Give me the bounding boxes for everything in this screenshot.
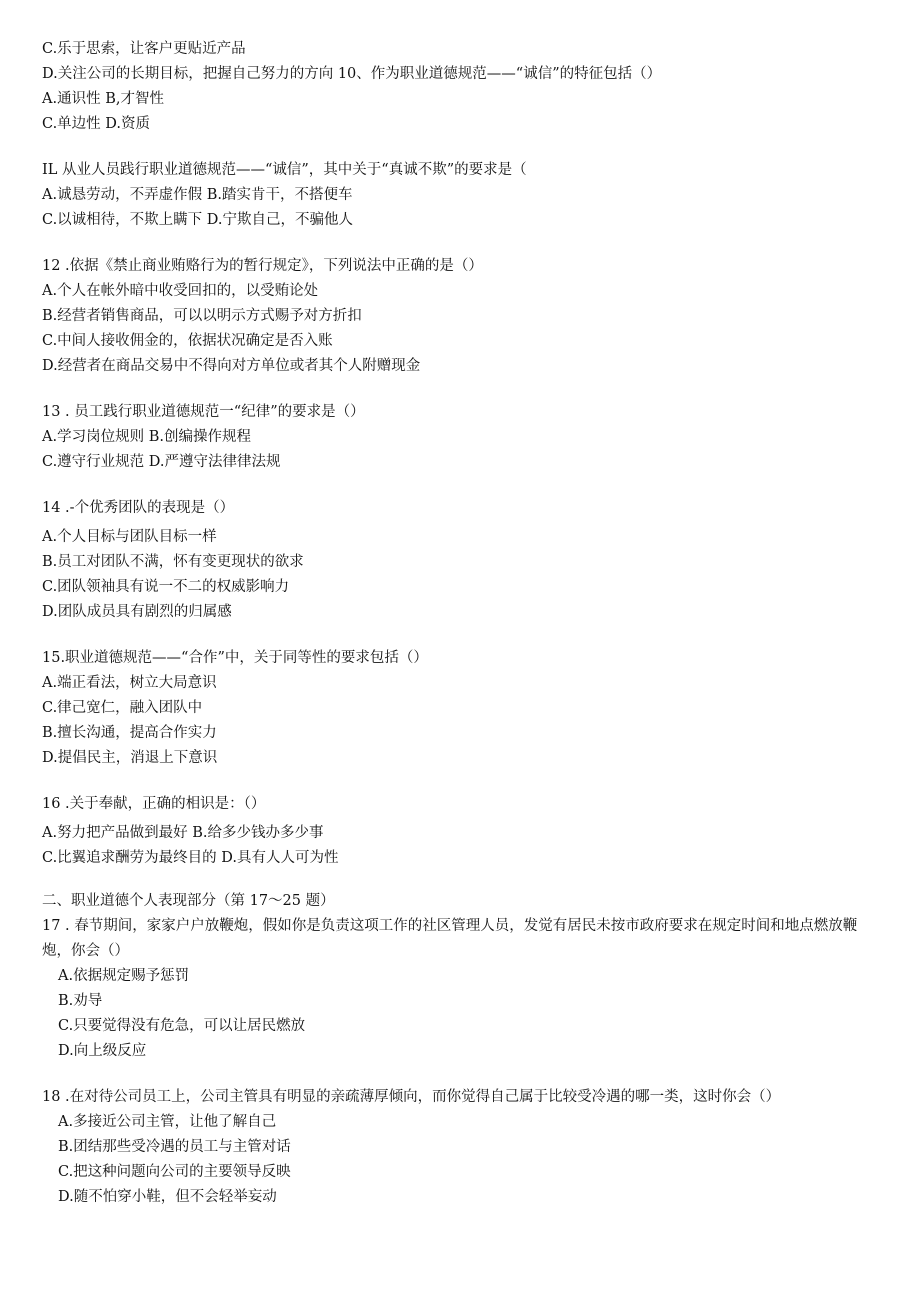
option-line: C.以诚相待，不欺上瞒下 D.宁欺自己，不骗他人: [42, 212, 354, 228]
option-line: C.只要觉得没有危急，可以让居民燃放: [58, 1018, 306, 1034]
question-title: 18 .在对待公司员工上，公司主管具有明显的亲疏薄厚倾向，而你觉得自己属于比较受冷遇的哪一类，这时你会（）: [42, 1089, 781, 1105]
option-line: B.擅长沟通，提高合作实力: [42, 725, 217, 741]
question-title: IL 从业人员践行职业道德规范——“诚信”，其中关于“真诚不欺”的要求是（: [42, 162, 527, 178]
option-line: D.随不怕穿小鞋，但不会轻举妄动: [58, 1189, 277, 1205]
question-title: 13 . 员工践行职业道德规范一“纪律”的要求是（）: [42, 404, 365, 420]
option-line: B.员工对团队不满，怀有变更现状的欲求: [42, 554, 304, 570]
option-line: A.依据规定赐予惩罚: [58, 968, 190, 984]
option-line: A.努力把产品做到最好 B.给多少钱办多少事: [42, 825, 324, 841]
option-line: D.关注公司的长期目标，把握自己努力的方向 10、作为职业道德规范——“诚信”的特征包括（）: [42, 66, 662, 82]
option-line: D.向上级反应: [58, 1043, 147, 1059]
option-line: A.个人目标与团队目标一样: [42, 529, 217, 545]
option-line: D.提倡民主，消退上下意识: [42, 750, 218, 766]
question-11: [42, 158, 882, 233]
option-line: A.个人在帐外暗中收受回扣的，以受贿论处: [42, 283, 319, 299]
option-line: B.经营者销售商品，可以以明示方式赐予对方折扣: [42, 308, 362, 324]
option-line: D.经营者在商品交易中不得向对方单位或者其个人附赠现金: [42, 358, 421, 374]
option-line: C.遵守行业规范 D.严遵守法律律法规: [42, 454, 281, 470]
option-line: C.律己宽仁，融入团队中: [42, 700, 203, 716]
top-continuation-block: [42, 37, 882, 137]
question-14: [42, 496, 882, 625]
option-line: A.学习岗位规则 B.创编操作规程: [42, 429, 251, 445]
option-line: C.单边性 D.资质: [42, 116, 151, 132]
question-12: [42, 254, 882, 379]
option-line: A.诚恳劳动，不弄虚作假 B.踏实肯干，不搭便车: [42, 187, 353, 203]
question-title: 15.职业道德规范——“合作”中，关于同等性的要求包括（）: [42, 650, 428, 666]
option-line: C.比翼追求酬劳为最终目的 D.具有人人可为性: [42, 850, 339, 866]
document-page: [42, 37, 882, 1210]
option-line: C.中间人接收佣金的，依据状况确定是否入账: [42, 333, 333, 349]
question-title: 16 .关于奉献，正确的相识是：（）: [42, 796, 266, 812]
section-2: [42, 889, 882, 914]
option-line: B.劝导: [58, 993, 103, 1009]
question-title: 12 .依据《禁止商业贿赂行为的暂行规定》，下列说法中正确的是（）: [42, 258, 483, 274]
question-17: [42, 914, 882, 1064]
option-line: A.通识性 B,才智性: [42, 91, 164, 107]
question-13: [42, 400, 882, 475]
question-title: 17 . 春节期间，家家户户放鞭炮，假如你是负责这项工作的社区管理人员，发觉有居民未按市政府要求在规定时间和地点燃放鞭炮，你会（）: [42, 918, 858, 959]
option-line: A.多接近公司主管，让他了解自己: [58, 1114, 277, 1130]
option-line: C.乐于思索，让客户更贴近产品: [42, 41, 246, 57]
question-title: 14 .-个优秀团队的表现是（）: [42, 500, 235, 516]
option-line: C.把这种问题向公司的主要领导反映: [58, 1164, 291, 1180]
option-line: A.端正看法，树立大局意识: [42, 675, 217, 691]
question-18: [42, 1085, 882, 1210]
section-heading: 二、职业道德个人表现部分（第 17〜25 题）: [42, 893, 335, 909]
option-line: C.团队领袖具有说一不二的权威影响力: [42, 579, 290, 595]
option-line: B.团结那些受冷遇的员工与主管对话: [58, 1139, 291, 1155]
option-line: D.团队成员具有剧烈的归属感: [42, 604, 232, 620]
question-16: [42, 792, 882, 871]
question-15: [42, 646, 882, 771]
